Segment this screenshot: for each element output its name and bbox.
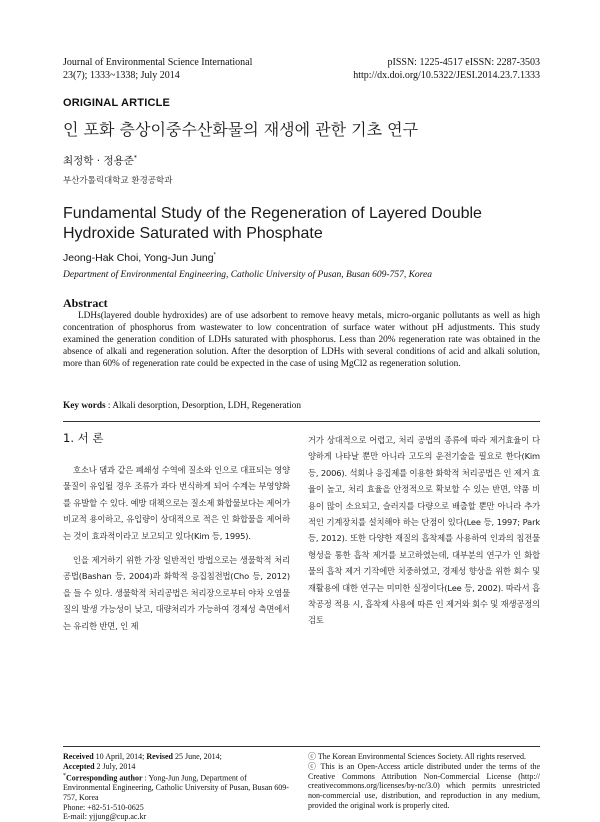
- doi-link[interactable]: http://dx.doi.org/10.5322/JESI.2014.23.7.1333: [353, 69, 540, 81]
- body-column-left: [63, 430, 290, 634]
- article-type: ORIGINAL ARTICLE: [63, 97, 171, 109]
- received-date: 10 April, 2014;: [93, 752, 147, 761]
- title-korean: 인 포화 층상이중수산화물의 재생에 관한 기초 연구: [63, 120, 419, 139]
- keywords-label: Key words: [63, 401, 106, 411]
- corresponding-label: Corresponding author: [66, 773, 143, 783]
- journal-name: Journal of Environmental Science International: [63, 57, 253, 68]
- journal-volume: 23(7); 1333~1338; July 2014: [63, 69, 180, 81]
- footnote-right: [308, 752, 540, 811]
- abstract-text: LDHs(layered double hydroxides) are of use adsorbent to remove heavy metals, micro-organic pollutants as well as high concentration of phosphorus from wastewater to low concentration of surface water without pH adjustments. This study examined the generation condition of LDHs saturated with phosphorus. Less than 20% regeneration rate was obtained in the absence of alkali and regeneration solution. After the desorption of LDHs with several conditions of acid and alkali solution, more than 60% of regeneration rate could be expected in the case of using MgCl2 as regeneration solution.: [63, 311, 540, 369]
- intro-paragraph-1: 호소나 댐과 같은 폐쇄성 수역에 질소와 인으로 대표되는 영양물질이 유입될 경우 조류가 과다 번식하게 되어 수계는 부영양화를 유발할 수 있다. 예방 대책으로는 질소제 화합물보다는 제어가 비교적 용이하고, 유입량이 상대적으로 적은 인 화합물을 제어하는 것이 효과적이라고 보고되고 있다(Kim 등, 1995).: [63, 465, 290, 541]
- affiliation-korean: 부산가톨릭대학교 환경공학과: [63, 176, 173, 186]
- received-label: Received: [63, 752, 94, 761]
- corresponding-footnote-mark: *: [63, 772, 66, 779]
- affiliation-english: Department of Environmental Engineering, Catholic University of Pusan, Busan 609-757, Korea: [63, 270, 432, 280]
- accepted-line: [63, 762, 293, 772]
- authors-korean: [63, 153, 137, 168]
- footnote-left: [63, 752, 293, 822]
- authors-korean-names: 최정학 · 정용준: [63, 155, 134, 167]
- email[interactable]: E-mail: yjjung@cup.ac.kr: [63, 812, 147, 822]
- authors-english-names: Jeong-Hak Choi, Yong-Jun Jung: [63, 252, 214, 264]
- phone: Phone: +82-51-510-0625: [63, 802, 144, 812]
- license-notice: ⓒ This is an Open-Access article distributed under the terms of the Creative Commons Attribution Non-Commercial License (http:// creativecommons.org/licenses/by-nc/3.0) which permits unrestricted non-commercial use, distribution, and reproduction in any medium, provided the original work is properly cited.: [308, 761, 540, 810]
- journal-header-right: [260, 57, 540, 82]
- keywords: [63, 401, 540, 411]
- revised-label: Revised: [146, 752, 173, 761]
- issn: pISSN: 1225-4517 eISSN: 2287-3503: [387, 57, 540, 68]
- section-heading-introduction: 1. 서 론: [63, 431, 104, 445]
- dates-line: [63, 752, 293, 762]
- title-english: Fundamental Study of the Regeneration of Layered Double Hydroxide Saturated with Phosphate: [63, 205, 482, 242]
- authors-english: [63, 252, 216, 264]
- corresponding-text: : Yong-Jun Jung, Department of Environmental Engineering, Catholic University of Pusan, Busan 609-757, Korea: [63, 773, 289, 802]
- corresponding-mark: *: [133, 154, 137, 162]
- accepted-date: 2 July, 2014: [94, 761, 136, 771]
- keywords-text: : Alkali desorption, Desorption, LDH, Regeneration: [105, 401, 302, 411]
- copyright-notice: ⓒ The Korean Environmental Sciences Society. All rights reserved.: [308, 752, 526, 761]
- revised-date: 25 June, 2014;: [173, 752, 222, 761]
- intro-paragraph-continued: 거가 상대적으로 어렵고, 처리 공법의 종류에 따라 제거효율이 다양하게 나타날 뿐만 아니라 고도의 운전기술을 필요로 한다(Kim 등, 2006). 석회나 응집제를 이용한 화학적 처리공법은 인 제거 효율이 높고, 처리 효율을 안정적으로 확보할 수 있는 반면, 약품 비용이 많이 소요되고, 슬러지를 다량으로 배출할 뿐만 아니라 추가적인 기계장치를 설치해야 하는 단점이 있다(Lee 등, 1997; Park 등, 2012). 또한 다양한 재질의 흡착제를 사용하여 인과의 침전물 형성을 통한 흡착 제거를 보고하였는데, 대부분의 연구가 인 화합물의 흡착 제거 기작에만 치중하였고, 경제성 향상을 위한 회수 및 재활용에 대한 연구는 미미한 실정이다(Lee 등, 2002). 따라서 흡착공정 적용 시, 흡착제 사용에 따른 인 제거와 회수 및 재생공정의 검토: [308, 435, 540, 626]
- abstract-heading: Abstract: [63, 296, 108, 310]
- corresponding-author: [63, 772, 293, 803]
- body-column-right: [308, 432, 540, 629]
- accepted-label: Accepted: [63, 761, 95, 771]
- divider-footnote: [63, 746, 540, 747]
- corresponding-mark-en: *: [213, 252, 216, 259]
- divider-top: [63, 421, 540, 422]
- intro-paragraph-2: 인을 제거하기 위한 가장 일반적인 방법으로는 생물학적 처리공법(Bashan 등, 2004)과 화학적 응집침전법(Cho 등, 2012)을 들 수 있다. 생물학적 처리공법은 처리장으로부터 야차 오염물질의 발생 가능성이 낮고, 대량처리가 가능하여 경제성 측면에서는 유리한 반면, 인 제: [63, 555, 290, 631]
